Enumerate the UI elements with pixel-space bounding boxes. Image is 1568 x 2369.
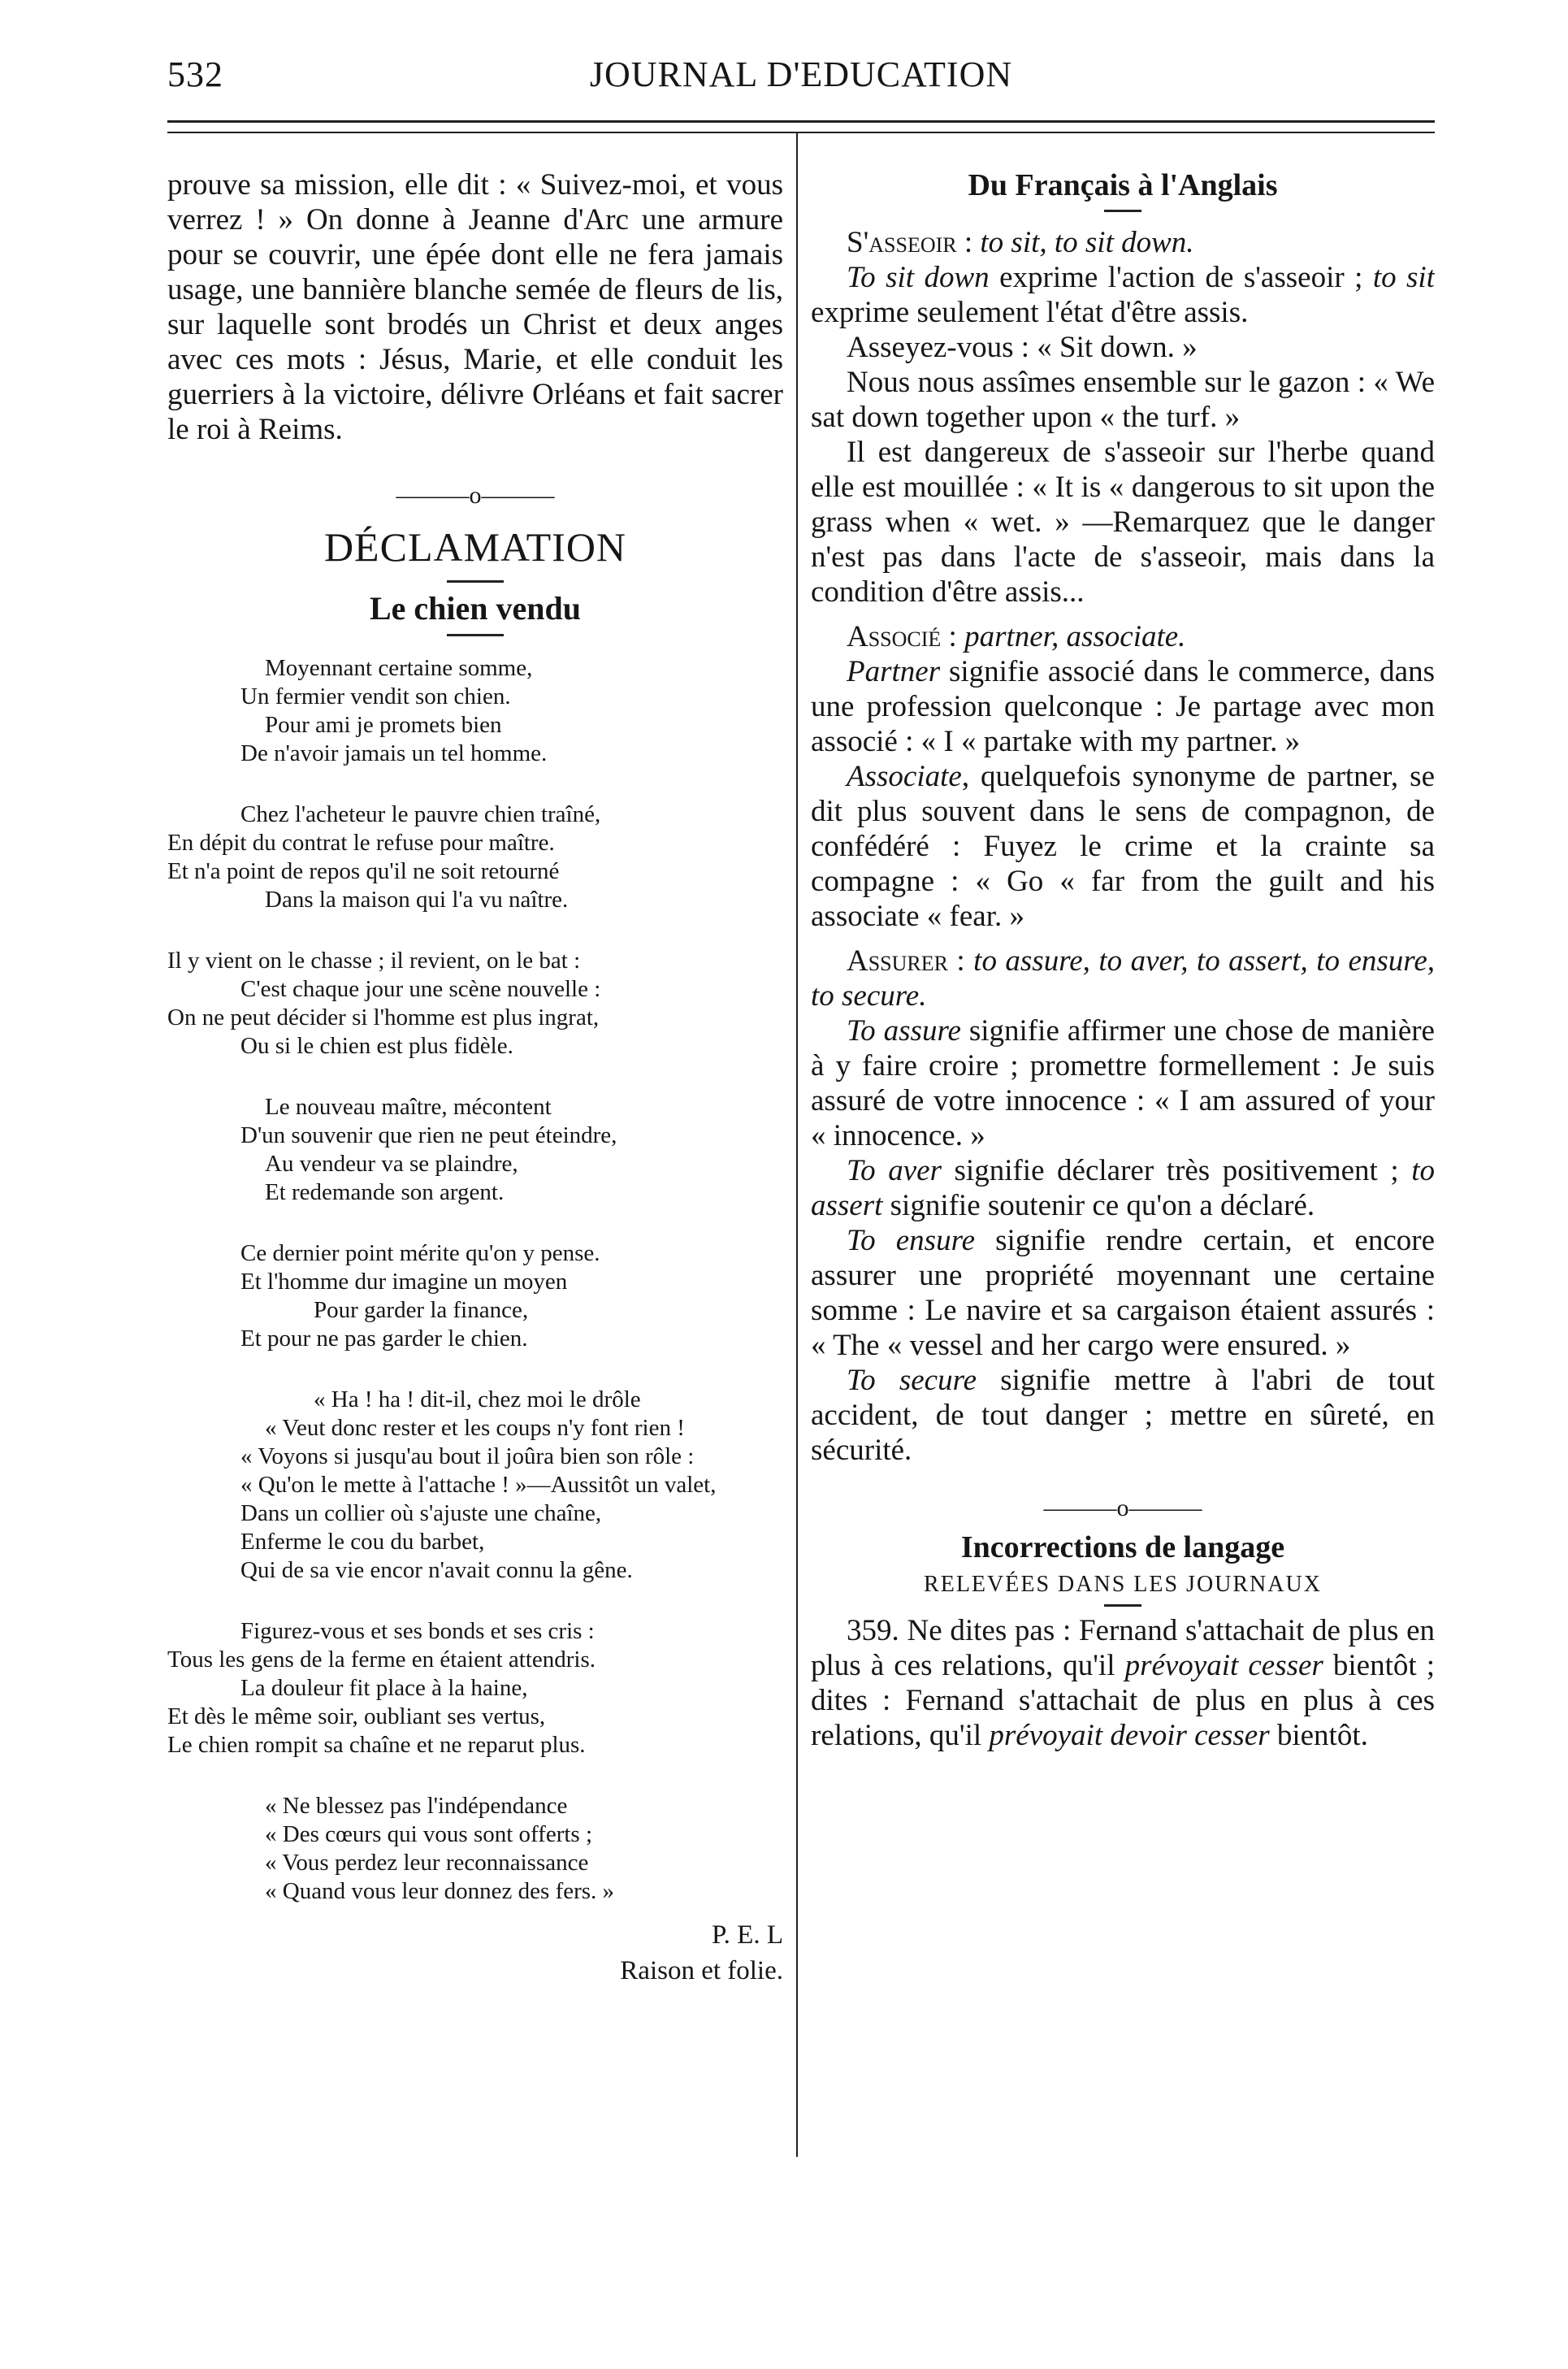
poem-stanza bbox=[167, 1386, 783, 1585]
entry-paragraph bbox=[811, 1153, 1435, 1223]
poem-stanza bbox=[167, 801, 783, 914]
verse-line: Ce dernier point mérite qu'on y pense. bbox=[240, 1240, 600, 1266]
verse-line: Le chien rompit sa chaîne et ne reparut plus. bbox=[167, 1732, 586, 1758]
entry-associe-heading bbox=[811, 619, 1435, 654]
text-run: bientôt. bbox=[1269, 1719, 1368, 1752]
correct-form: prévoyait devoir cesser bbox=[989, 1719, 1270, 1752]
verse-line: Un fermier vendit son chien. bbox=[240, 683, 511, 709]
entry-translation: partner, associate. bbox=[964, 620, 1186, 653]
verse-line: « Des cœurs qui vous sont offerts ; bbox=[265, 1821, 593, 1847]
english-term: to assert bbox=[811, 1154, 1435, 1222]
poem-signature: P. E. L bbox=[711, 1920, 783, 1950]
english-term: To aver bbox=[847, 1154, 942, 1187]
section-title-declamation: DÉCLAMATION bbox=[323, 524, 627, 570]
english-term: Associate bbox=[847, 760, 962, 793]
poem-title: Le chien vendu bbox=[369, 590, 582, 627]
english-term: To sit down bbox=[847, 261, 990, 294]
text-run: signifie déclarer très positivement ; bbox=[941, 1154, 1412, 1187]
text-run: signifie rendre certain, et encore assurer une propriété moyennant une certaine somme : Le navire et sa cargaison étaient assurés : « The « vessel and her cargo were ensured. » bbox=[811, 1224, 1435, 1362]
verse-line: Au vendeur va se plaindre, bbox=[265, 1151, 518, 1177]
entry-term: S'asseoir : bbox=[847, 226, 973, 259]
entry-term: Associé : bbox=[847, 620, 957, 653]
poem-stanza bbox=[167, 1792, 783, 1906]
poem-title-rule bbox=[447, 634, 504, 636]
poem-stanza bbox=[167, 1093, 783, 1207]
section-title-francais-anglais: Du Français à l'Anglais bbox=[968, 168, 1278, 202]
entry-translation: to sit, to sit down. bbox=[980, 226, 1194, 259]
english-term: To assure bbox=[847, 1014, 961, 1048]
entry-paragraph: Il est dangereux de s'asseoir sur l'herbe quand elle est mouillée : « It is « dangerous to sit upon the grass when « wet. » —Remarquez que le danger n'est pas dans l'acte de s'asseoir, mais dans la condition d'être assis... bbox=[811, 436, 1435, 609]
verse-line: Il y vient on le chasse ; il revient, on le bat : bbox=[167, 948, 581, 974]
verse-line: « Ha ! ha ! dit-il, chez moi le drôle bbox=[314, 1386, 641, 1412]
verse-line: Et l'homme dur imagine un moyen bbox=[240, 1269, 568, 1295]
verse-line: Et pour ne pas garder le chien. bbox=[240, 1326, 528, 1352]
intro-paragraph: prouve sa mission, elle dit : « Suivez-moi, et vous verrez ! » On donne à Jeanne d'Arc une armure pour se couvrir, une épée dont elle ne fera jamais usage, une bannière blanche semée de fleurs de lis, sur laquelle sont brodés un Christ et deux anges avec ces mots : Jésus, Marie, et elle conduit les guerriers à la victoire, délivre Orléans et fait sacrer le roi à Reims. bbox=[167, 168, 783, 446]
journal-title: JOURNAL D'EDUCATION bbox=[589, 54, 1013, 94]
entry-asseoir-heading bbox=[811, 225, 1435, 260]
verse-line: « Vous perdez leur reconnaissance bbox=[265, 1850, 589, 1876]
poem-stanza bbox=[167, 1617, 783, 1759]
subtitle-rule bbox=[1104, 1604, 1141, 1607]
verse-line: « Veut donc rester et les coups n'y font rien ! bbox=[265, 1415, 685, 1441]
verse-line: En dépit du contrat le refuse pour maître. bbox=[167, 830, 555, 856]
verse-line: On ne peut décider si l'homme est plus ingrat, bbox=[167, 1004, 600, 1030]
verse-line: Qui de sa vie encor n'avait connu la gêne. bbox=[240, 1557, 633, 1583]
text-run: signifie associé dans le commerce, dans une profession quelconque : Je partage avec mon associé : « I « partake with my partner. » bbox=[811, 655, 1435, 758]
verse-line: « Quand vous leur donnez des fers. » bbox=[265, 1878, 615, 1904]
verse-line: Figurez-vous et ses bonds et ses cris : bbox=[240, 1618, 595, 1644]
english-term: to sit bbox=[1372, 261, 1435, 294]
verse-line: C'est chaque jour une scène nouvelle : bbox=[240, 976, 601, 1002]
verse-line: Dans la maison qui l'a vu naître. bbox=[265, 887, 569, 913]
verse-line: Dans un collier où s'ajuste une chaîne, bbox=[240, 1500, 602, 1526]
entry-paragraph bbox=[811, 654, 1435, 759]
text-run: signifie affirmer une chose de manière à y faire croire ; promettre formellement : Je suis assuré de votre innocence : « I am assured of your « innocence. » bbox=[811, 1014, 1435, 1152]
running-head bbox=[167, 44, 1435, 93]
verse-line: « Ne blessez pas l'indépendance bbox=[265, 1793, 568, 1819]
text-run: , quelquefois synonyme de partner, se dit plus souvent dans le sens de compagnon, de confédéré : Fuyez le crime et la crainte sa compagne : « Go « far from the guilt and his associate « fear. » bbox=[811, 760, 1435, 933]
section-separator: ———o——— bbox=[396, 482, 555, 509]
entry-paragraph: Asseyez-vous : « Sit down. » bbox=[847, 331, 1198, 364]
entry-paragraph bbox=[811, 1013, 1435, 1153]
entry-paragraph bbox=[811, 759, 1435, 934]
entry-term: Assurer : bbox=[847, 944, 965, 978]
section-title-incorrections: Incorrections de langage bbox=[960, 1530, 1285, 1564]
text-run: signifie mettre à l'abri de tout accident, de tout danger ; mettre en sûreté, en sécurité. bbox=[811, 1364, 1435, 1467]
verse-line: D'un souvenir que rien ne peut éteindre, bbox=[240, 1122, 617, 1148]
verse-line: Pour garder la finance, bbox=[314, 1297, 529, 1323]
english-term: To secure bbox=[847, 1364, 977, 1397]
poem-source: Raison et folie. bbox=[620, 1956, 783, 1985]
poem-stanza bbox=[167, 1239, 783, 1353]
verse-line: La douleur fit place à la haine, bbox=[240, 1675, 528, 1701]
verse-line: Ou si le chien est plus fidèle. bbox=[240, 1033, 513, 1059]
entry-paragraph bbox=[811, 260, 1435, 330]
verse-line: Pour ami je promets bien bbox=[265, 712, 502, 738]
section-subtitle: RELEVÉES DANS LES JOURNAUX bbox=[924, 1572, 1322, 1597]
text-run: signifie soutenir ce qu'on a déclaré. bbox=[882, 1189, 1315, 1222]
section-separator: ———o——— bbox=[1043, 1495, 1202, 1521]
verse-line: Le nouveau maître, mécontent bbox=[265, 1094, 552, 1120]
title-rule bbox=[447, 580, 504, 583]
title-rule bbox=[1104, 210, 1141, 212]
entry-paragraph: Nous nous assîmes ensemble sur le gazon : « We sat down together upon « the turf. » bbox=[811, 366, 1435, 434]
text-run: exprime seulement l'état d'être assis. bbox=[811, 296, 1249, 329]
verse-line: Et n'a point de repos qu'il ne soit retourné bbox=[167, 858, 560, 884]
verse-line: Tous les gens de la ferme en étaient attendris. bbox=[167, 1647, 596, 1673]
poem-stanza bbox=[167, 654, 783, 768]
page-number: 532 bbox=[167, 54, 223, 94]
left-column bbox=[167, 167, 783, 2199]
verse-line: Chez l'acheteur le pauvre chien traîné, bbox=[240, 801, 601, 827]
incorrect-form: prévoyait cesser bbox=[1124, 1649, 1323, 1682]
english-term: To ensure bbox=[847, 1224, 976, 1257]
entry-assurer-heading bbox=[811, 944, 1435, 1013]
text-run: 359. Ne dites pas : Fernand s'attachait de plus en plus à ces relations, qu'il bbox=[811, 1614, 1435, 1682]
column-divider bbox=[796, 133, 798, 2157]
header-double-rule bbox=[167, 120, 1435, 133]
verse-line: Enferme le cou du barbet, bbox=[240, 1529, 485, 1555]
verse-line: Et dès le même soir, oubliant ses vertus, bbox=[167, 1703, 546, 1729]
verse-line: Et redemande son argent. bbox=[265, 1179, 505, 1205]
right-column bbox=[811, 167, 1435, 2199]
text-run: bientôt ; dites : Fernand s'attachait de plus en plus à ces relations, qu'il bbox=[811, 1649, 1435, 1752]
poem-stanza bbox=[167, 947, 783, 1061]
english-term: Partner bbox=[847, 655, 941, 688]
entry-paragraph bbox=[811, 1223, 1435, 1363]
verse-line: Moyennant certaine somme, bbox=[265, 655, 533, 681]
verse-line: « Qu'on le mette à l'attache ! »—Aussitôt un valet, bbox=[240, 1472, 717, 1498]
entry-paragraph bbox=[811, 1363, 1435, 1468]
verse-line: « Voyons si jusqu'au bout il joûra bien son rôle : bbox=[240, 1443, 695, 1469]
text-run: exprime l'action de s'asseoir ; bbox=[989, 261, 1373, 294]
incorrection-item-359 bbox=[811, 1613, 1435, 1753]
entry-translation: to assure, to aver, to assert, to ensure, to secure. bbox=[811, 944, 1435, 1013]
verse-line: De n'avoir jamais un tel homme. bbox=[240, 740, 548, 766]
